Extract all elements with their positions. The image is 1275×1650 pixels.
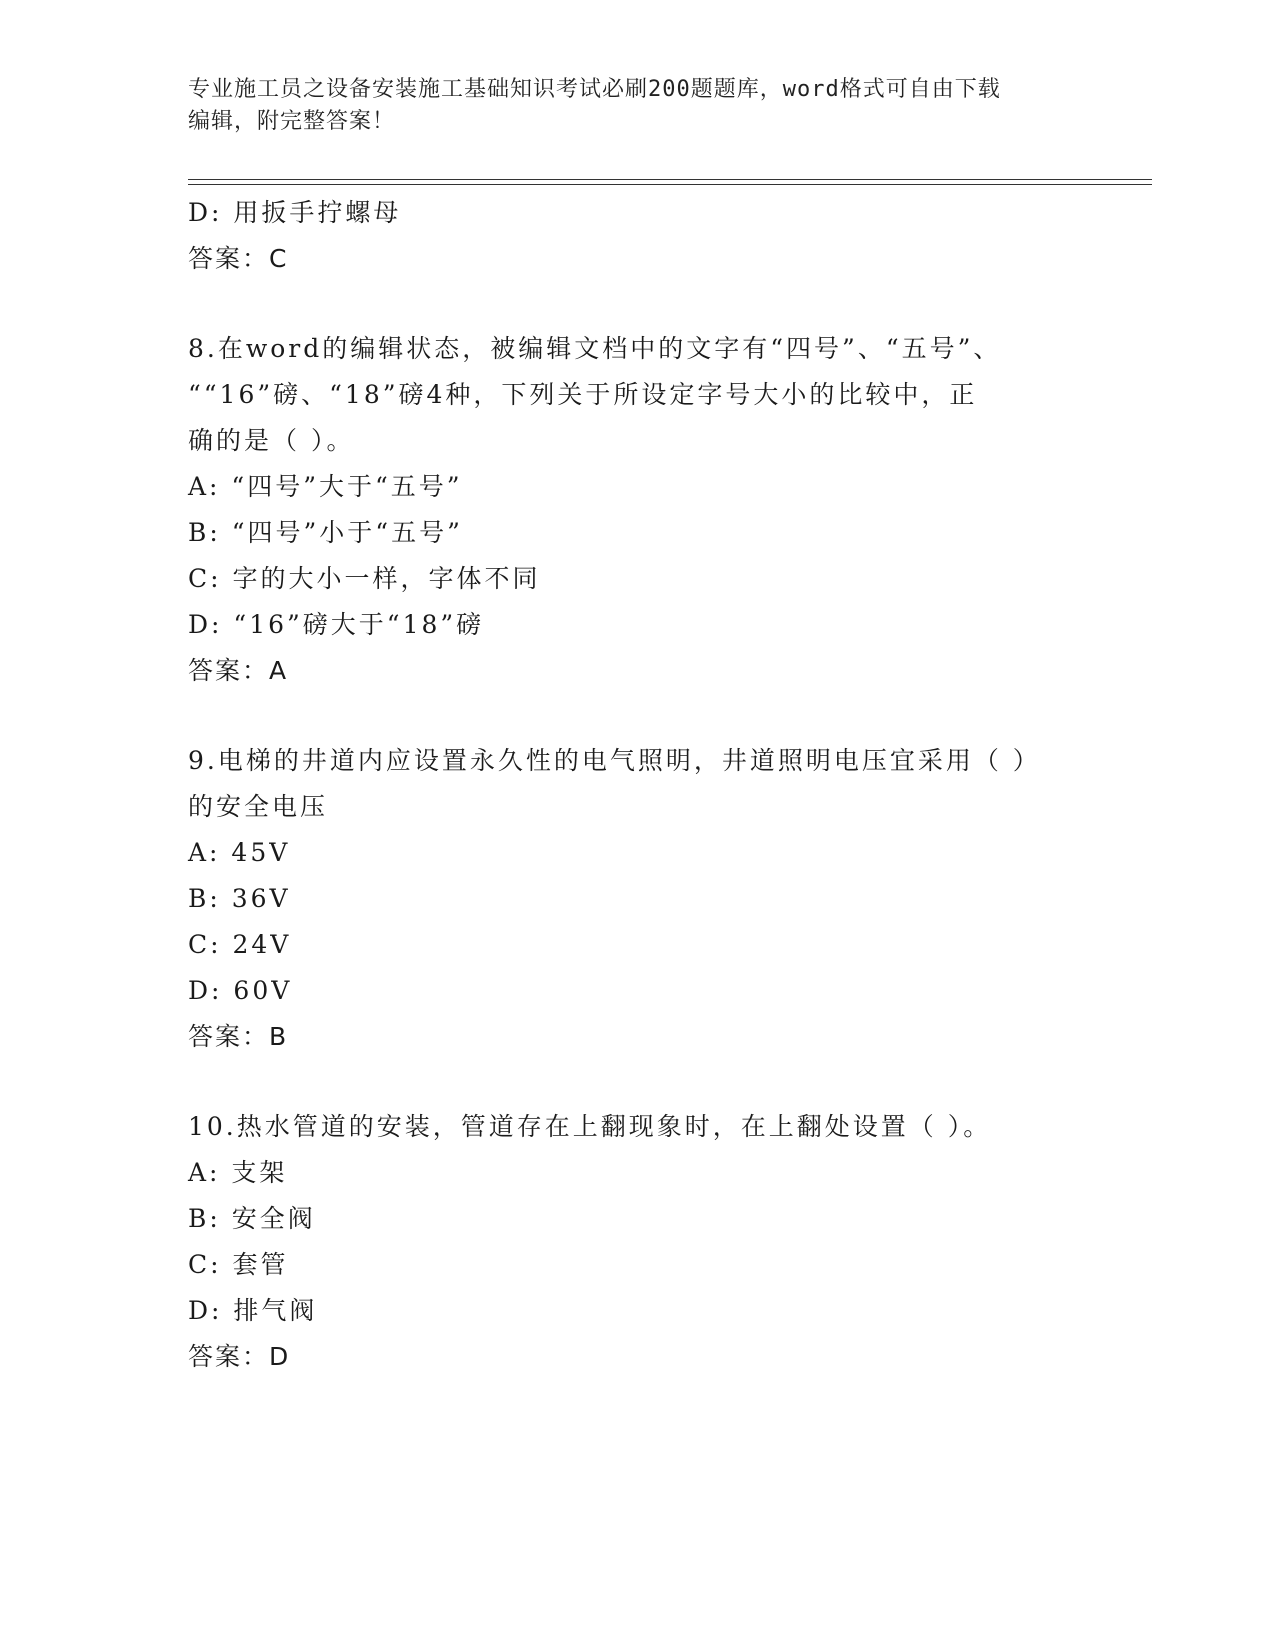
question-9: [188, 738, 1088, 1060]
question-text-line: 的安全电压: [188, 792, 329, 821]
spacer: [188, 694, 1088, 738]
option-d: D: 60V: [188, 976, 293, 1005]
question-text-line: 确的是（ ）。: [188, 426, 355, 455]
option-a: A: 45V: [188, 838, 291, 867]
question-text-line: 9.电梯的井道内应设置永久性的电气照明，井道照明电压宜采用（ ）: [188, 746, 1041, 775]
spacer: [188, 282, 1088, 326]
answer: 答案：D: [188, 1342, 291, 1371]
answer: 答案：B: [188, 1022, 289, 1051]
option-a: A: “四号”大于“五号”: [188, 472, 463, 501]
question-8: [188, 326, 1088, 694]
header-divider-top: [188, 179, 1152, 180]
document-header: [188, 74, 1088, 138]
option-d: D: 排气阀: [188, 1296, 318, 1325]
option-d: D: “16”磅大于“18”磅: [188, 610, 485, 639]
option-b: B: “四号”小于“五号”: [188, 518, 463, 547]
question-text-line: 8.在word的编辑状态，被编辑文档中的文字有“四号”、“五号”、: [188, 334, 1002, 363]
prev-answer: 答案：C: [188, 244, 289, 273]
option-a: A: 支架: [188, 1158, 288, 1187]
header-line-1: 专业施工员之设备安装施工基础知识考试必刷200题题库，word格式可自由下载: [188, 77, 1001, 102]
question-10: [188, 1104, 1088, 1380]
header-divider-bottom: [188, 184, 1152, 185]
option-c: C: 字的大小一样，字体不同: [188, 564, 541, 593]
option-b: B: 36V: [188, 884, 291, 913]
answer: 答案：A: [188, 656, 289, 685]
header-line-2: 编辑，附完整答案！: [188, 109, 396, 134]
option-b: B: 安全阀: [188, 1204, 316, 1233]
prev-option-d: D: 用扳手拧螺母: [188, 198, 402, 227]
document-body: [188, 190, 1088, 1380]
question-text-line: ““16”磅、“18”磅4种，下列关于所设定字号大小的比较中，正: [188, 380, 978, 409]
spacer: [188, 1060, 1088, 1104]
option-c: C: 24V: [188, 930, 292, 959]
question-text-line: 10.热水管道的安装，管道存在上翻现象时，在上翻处设置（ ）。: [188, 1112, 992, 1141]
option-c: C: 套管: [188, 1250, 289, 1279]
